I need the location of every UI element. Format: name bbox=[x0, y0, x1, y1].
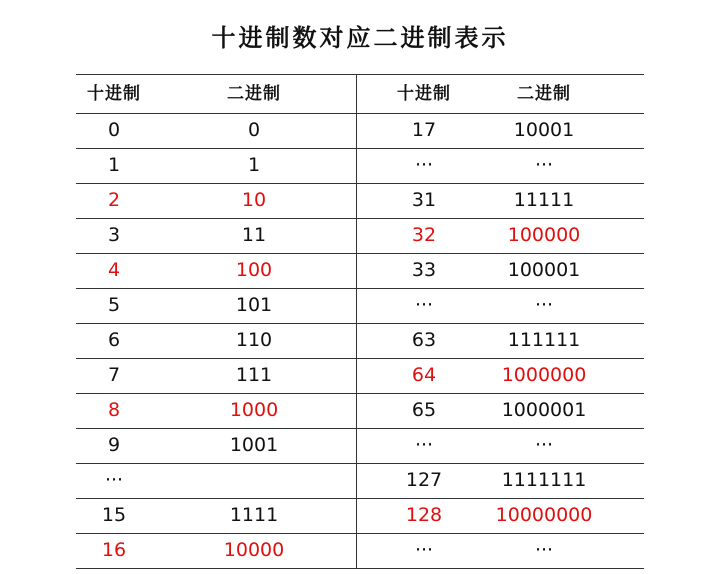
right-binary-cell: 100001 bbox=[507, 259, 581, 281]
left-binary-cell: 101 bbox=[235, 294, 273, 316]
left-decimal-cell: 4 bbox=[107, 259, 121, 281]
left-decimal-cell: 15 bbox=[101, 504, 127, 526]
left-decimal-cell: ··· bbox=[104, 469, 124, 491]
right-binary-cell: 11111 bbox=[513, 189, 575, 211]
left-binary-cell: 10000 bbox=[223, 539, 285, 561]
header-binary-left: 二进制 bbox=[227, 84, 281, 104]
right-decimal-cell: 31 bbox=[411, 189, 437, 211]
left-decimal-cell: 2 bbox=[107, 189, 121, 211]
right-decimal-cell: 127 bbox=[405, 469, 443, 491]
left-binary-cell: 1 bbox=[247, 154, 261, 176]
right-binary-cell: 100000 bbox=[507, 224, 581, 246]
left-binary-cell: 10 bbox=[241, 189, 267, 211]
table-top-rule bbox=[76, 74, 644, 75]
left-binary-cell: 0 bbox=[247, 119, 261, 141]
right-binary-cell: 10001 bbox=[513, 119, 575, 141]
left-decimal-cell: 3 bbox=[107, 224, 121, 246]
right-decimal-cell: ··· bbox=[414, 294, 434, 316]
left-binary-cell: 11 bbox=[241, 224, 267, 246]
right-binary-cell: 10000000 bbox=[495, 504, 593, 526]
right-binary-cell: ··· bbox=[534, 434, 554, 456]
left-binary-cell: 110 bbox=[235, 329, 273, 351]
right-decimal-cell: 33 bbox=[411, 259, 437, 281]
right-decimal-cell: ··· bbox=[414, 434, 434, 456]
right-decimal-cell: 17 bbox=[411, 119, 437, 141]
right-decimal-cell: ··· bbox=[414, 539, 434, 561]
left-binary-cell: 100 bbox=[235, 259, 273, 281]
left-decimal-cell: 5 bbox=[107, 294, 121, 316]
left-decimal-cell: 16 bbox=[101, 539, 127, 561]
right-decimal-cell: 128 bbox=[405, 504, 443, 526]
right-decimal-cell: 63 bbox=[411, 329, 437, 351]
header-decimal-left: 十进制 bbox=[87, 84, 141, 104]
row-rule bbox=[76, 428, 644, 429]
row-rule bbox=[76, 288, 644, 289]
right-decimal-cell: 32 bbox=[411, 224, 437, 246]
left-decimal-cell: 9 bbox=[107, 434, 121, 456]
left-decimal-cell: 0 bbox=[107, 119, 121, 141]
left-decimal-cell: 6 bbox=[107, 329, 121, 351]
right-binary-cell: 1000000 bbox=[501, 364, 587, 386]
header-decimal-right: 十进制 bbox=[397, 84, 451, 104]
left-binary-cell: 111 bbox=[235, 364, 273, 386]
right-binary-cell: 1111111 bbox=[501, 469, 587, 491]
right-decimal-cell: 65 bbox=[411, 399, 437, 421]
row-rule bbox=[76, 148, 644, 149]
row-rule bbox=[76, 533, 644, 534]
right-decimal-cell: ··· bbox=[414, 154, 434, 176]
header-binary-right: 二进制 bbox=[517, 84, 571, 104]
left-binary-cell: 1000 bbox=[229, 399, 279, 421]
right-binary-cell: 1000001 bbox=[501, 399, 587, 421]
left-binary-cell: 1111 bbox=[229, 504, 279, 526]
right-binary-cell: ··· bbox=[534, 294, 554, 316]
left-decimal-cell: 1 bbox=[107, 154, 121, 176]
conversion-table bbox=[76, 74, 644, 568]
right-binary-cell: ··· bbox=[534, 539, 554, 561]
right-binary-cell: 111111 bbox=[507, 329, 581, 351]
right-binary-cell: ··· bbox=[534, 154, 554, 176]
left-decimal-cell: 8 bbox=[107, 399, 121, 421]
right-decimal-cell: 64 bbox=[411, 364, 437, 386]
row-rule bbox=[76, 568, 644, 569]
left-decimal-cell: 7 bbox=[107, 364, 121, 386]
page-title: 十进制数对应二进制表示 bbox=[211, 24, 509, 52]
left-binary-cell: 1001 bbox=[229, 434, 279, 456]
